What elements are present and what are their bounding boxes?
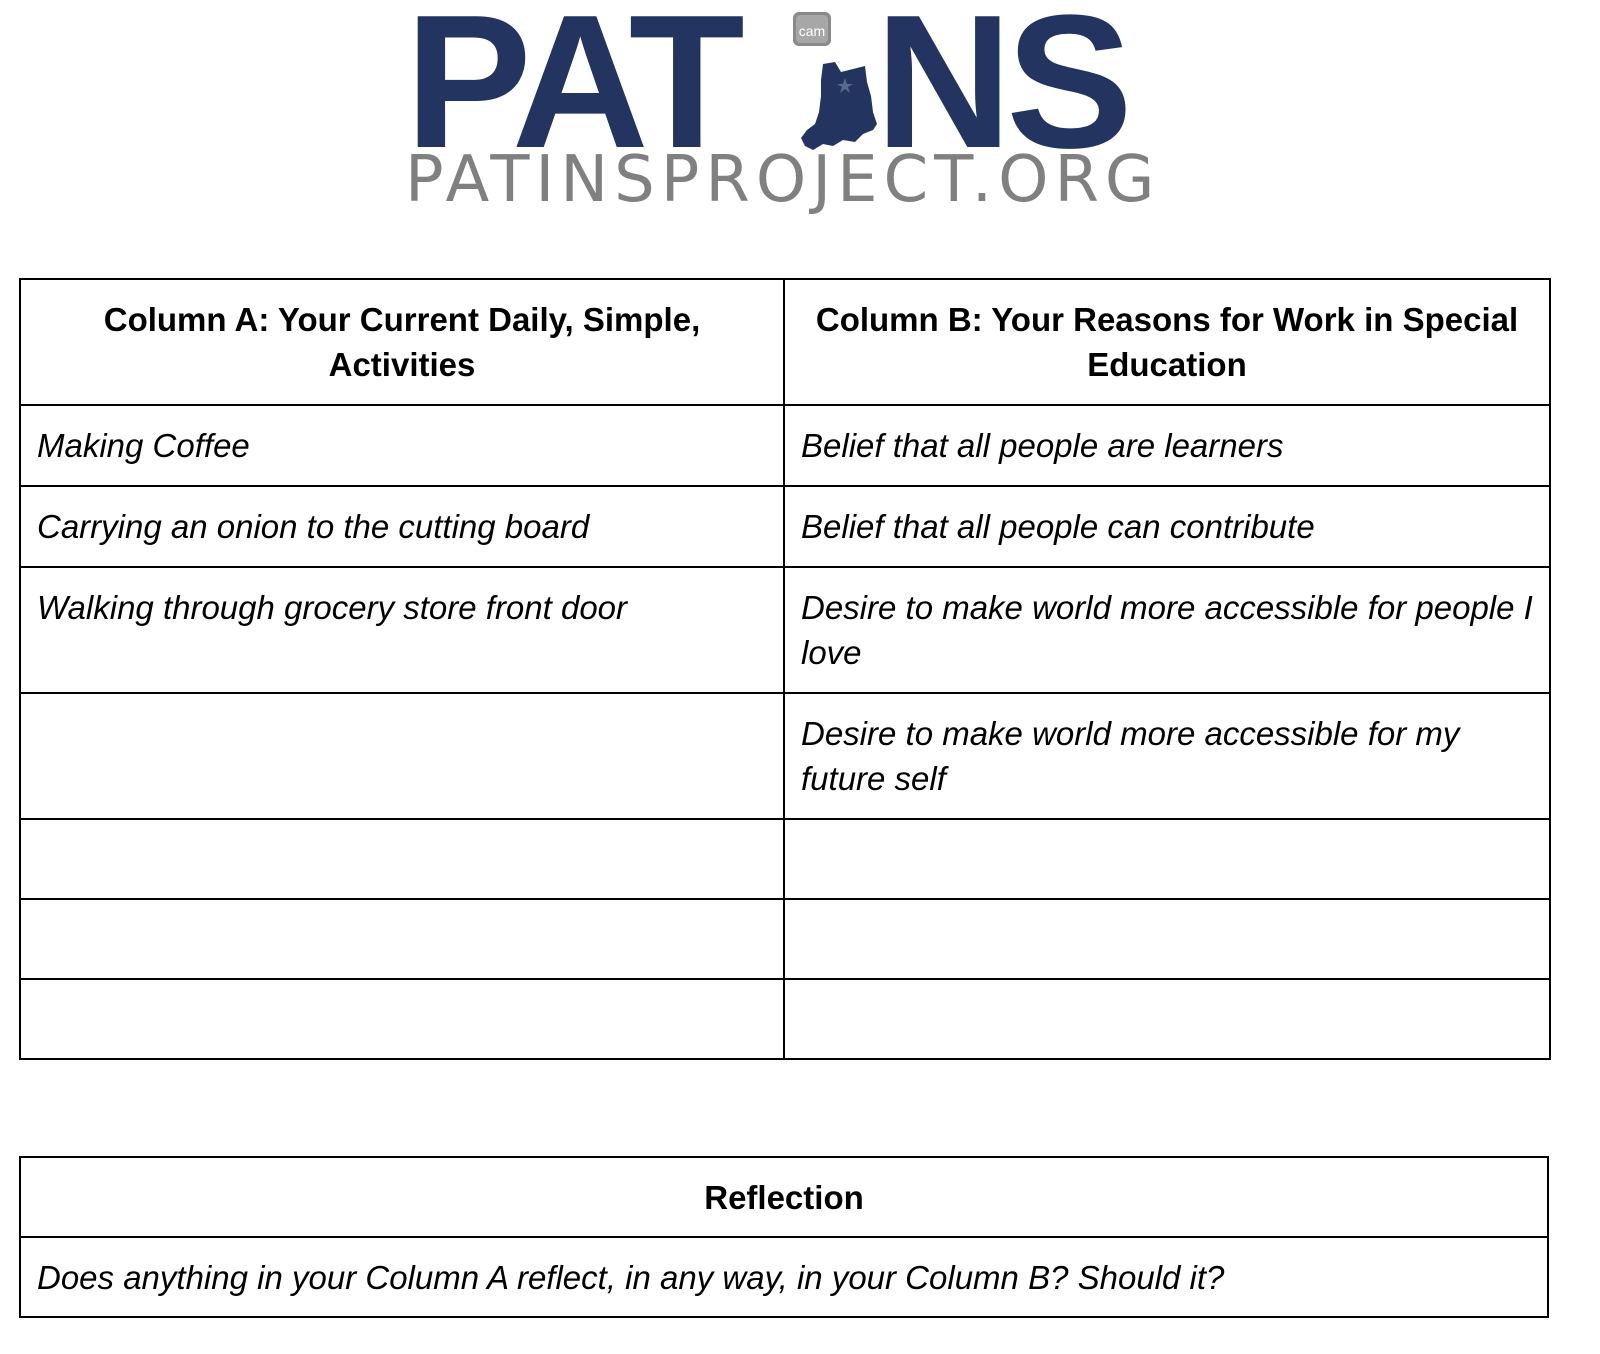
column-b-cell[interactable]: Belief that all people can contribute bbox=[784, 486, 1550, 567]
column-b-cell[interactable]: Desire to make world more accessible for people I love bbox=[784, 567, 1550, 693]
cam-badge-icon bbox=[793, 12, 831, 46]
activities-reasons-table bbox=[19, 278, 1551, 1060]
column-a-cell[interactable] bbox=[20, 819, 784, 899]
patins-logo bbox=[405, 0, 1165, 215]
column-a-cell[interactable] bbox=[20, 693, 784, 819]
column-a-cell[interactable] bbox=[20, 899, 784, 979]
table-row bbox=[20, 405, 1550, 486]
logo-wordmark-right: NS bbox=[875, 0, 1127, 188]
reflection-title: Reflection bbox=[20, 1157, 1548, 1237]
state-outline bbox=[801, 62, 877, 150]
column-b-cell[interactable]: Desire to make world more accessible for my future self bbox=[784, 693, 1550, 819]
table-row bbox=[20, 567, 1550, 693]
column-b-cell[interactable] bbox=[784, 899, 1550, 979]
column-b-cell[interactable]: Belief that all people are learners bbox=[784, 405, 1550, 486]
column-a-cell[interactable]: Making Coffee bbox=[20, 405, 784, 486]
logo-url: PATINSPROJECT.ORG bbox=[405, 143, 1161, 217]
column-b-header: Column B: Your Reasons for Work in Special Education bbox=[784, 279, 1550, 405]
indiana-map-icon bbox=[793, 12, 903, 157]
column-b-cell[interactable] bbox=[784, 979, 1550, 1059]
reflection-question-row bbox=[20, 1237, 1548, 1317]
reflection-question[interactable]: Does anything in your Column A reflect, in any way, in your Column B? Should it? bbox=[20, 1237, 1548, 1317]
table-header-row bbox=[20, 279, 1550, 405]
column-a-cell[interactable]: Walking through grocery store front door bbox=[20, 567, 784, 693]
column-b-cell[interactable] bbox=[784, 819, 1550, 899]
logo-wordmark-left: PAT bbox=[405, 0, 739, 188]
table-row bbox=[20, 693, 1550, 819]
reflection-table bbox=[19, 1156, 1549, 1318]
table-row bbox=[20, 979, 1550, 1059]
cam-badge-label: cam bbox=[798, 23, 826, 39]
reflection-header-row bbox=[20, 1157, 1548, 1237]
column-a-header: Column A: Your Current Daily, Simple, Activities bbox=[20, 279, 784, 405]
column-a-cell[interactable]: Carrying an onion to the cutting board bbox=[20, 486, 784, 567]
table-row bbox=[20, 899, 1550, 979]
column-a-cell[interactable] bbox=[20, 979, 784, 1059]
table-row bbox=[20, 819, 1550, 899]
table-row bbox=[20, 486, 1550, 567]
